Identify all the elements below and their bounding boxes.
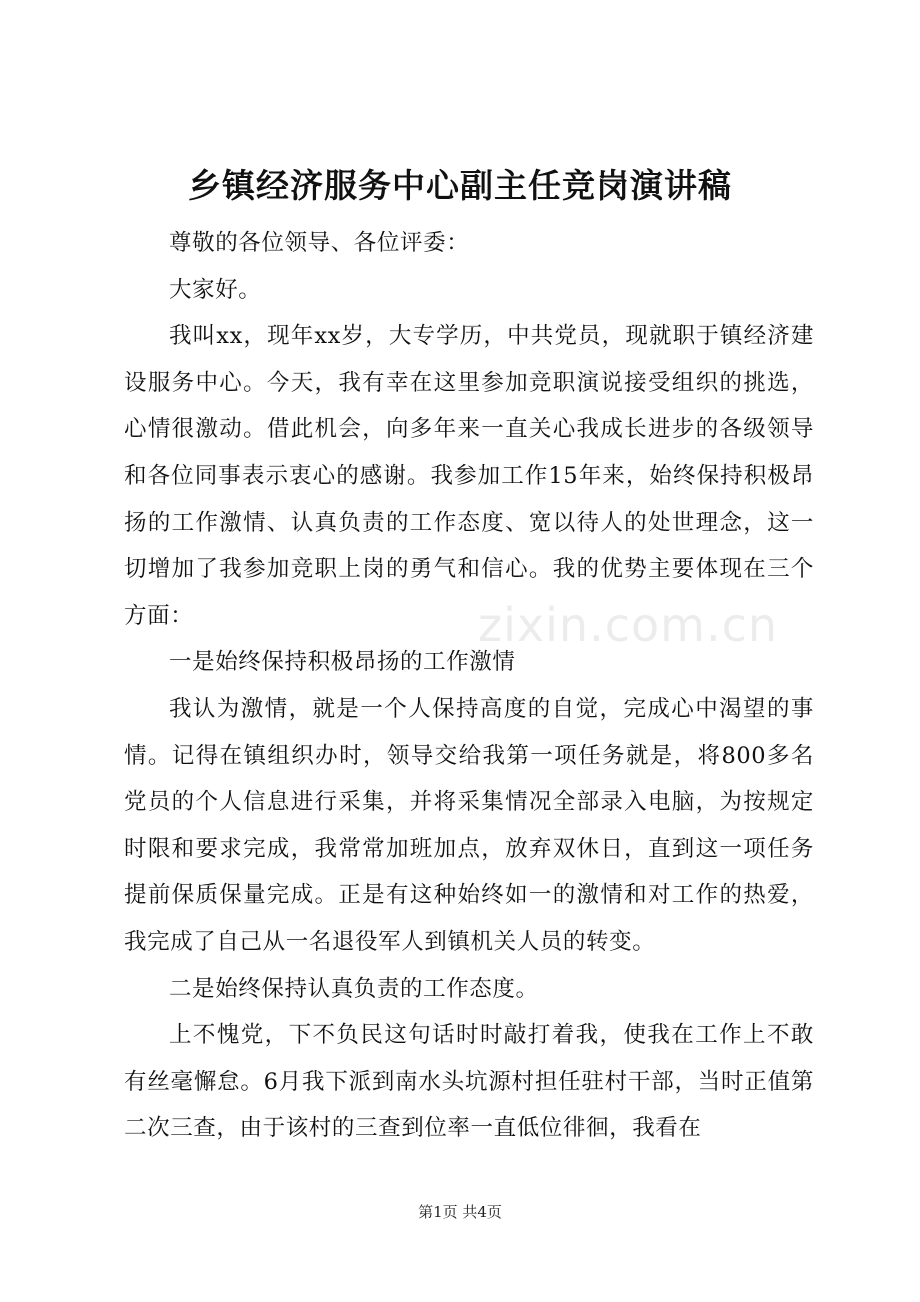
point-two-heading: 二是始终保持认真负责的工作态度。 <box>169 975 539 1002</box>
point-one-paragraph: 我认为激情，就是一个人保持高度的自觉，完成心中渴望的事情。记得在镇组织办时，领导交给我第一项任务就是，将800多名党员的个人信息进行采集，并将采集情况全部录入电脑，为按规定时限和要求完成，我常常加班加点，放弃双休日，直到这一项任务提前保质保量完成。正是有这种始终如一的激情和对工作的热爱，我完成了自己从一名退役军人到镇机关人员的转变。 <box>124 695 814 955</box>
point-two-paragraph: 上不愧党，下不负民这句话时时敲打着我，使我在工作上不敢有丝毫懈怠。6月我下派到南水头坑源村担任驻村干部，当时正值第二次三查，由于该村的三查到位率一直低位徘徊，我看在 <box>124 1022 814 1142</box>
salutation-paragraph: 尊敬的各位领导、各位评委： <box>169 230 470 256</box>
page-footer: 第1页 共4页 <box>418 1203 502 1221</box>
point-one-heading: 一是始终保持积极昂扬的工作激情 <box>169 649 516 676</box>
document-title: 乡镇经济服务中心副主任竞岗演讲稿 <box>188 166 732 205</box>
introduction-paragraph: 我叫xx，现年xx岁，大专学历，中共党员，现就职于镇经济建设服务中心。今天，我有幸在这里参加竞职演说接受组织的挑选，心情很激动。借此机会，向多年来一直关心我成长进步的各级领导和各位同事表示衷心的感谢。我参加工作15年来，始终保持积极昂扬的工作激情、认真负责的工作态度、宽以待人的处世理念，这一切增加了我参加竞职上岗的勇气和信心。我的优势主要体现在三个方面： <box>124 323 814 629</box>
document-body <box>124 220 814 1152</box>
site-watermark: zixin.com.cn <box>478 598 779 652</box>
greeting-paragraph: 大家好。 <box>169 276 262 303</box>
